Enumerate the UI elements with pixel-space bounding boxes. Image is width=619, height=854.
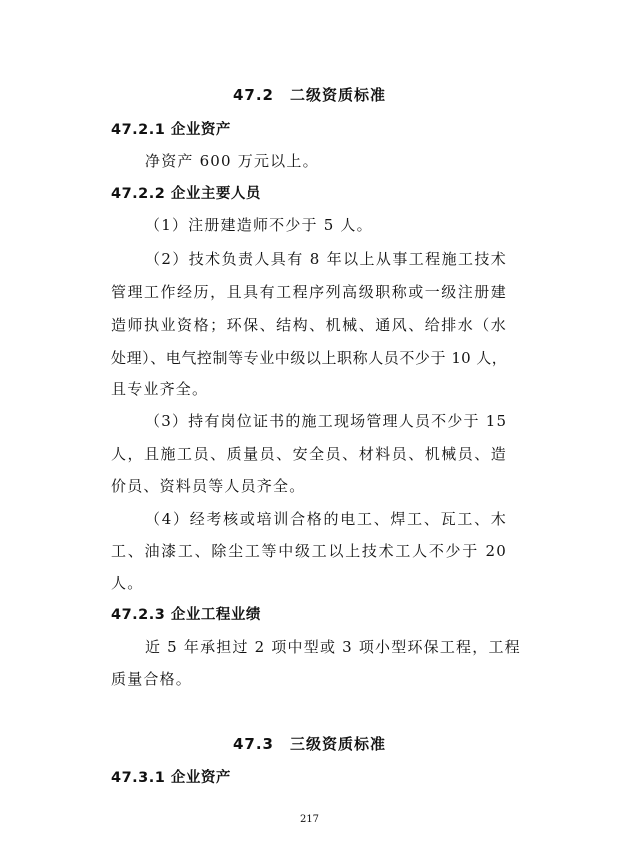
paragraph-line: 造师执业资格；环保、结构、机械、通风、给排水（水 bbox=[111, 316, 507, 334]
paragraph-line: 工、油漆工、除尘工等中级工以上技术工人不少于 20 bbox=[111, 542, 507, 560]
subsection-title-47-2-2: 47.2.2 企业主要人员 bbox=[111, 186, 261, 202]
paragraph-line: 质量合格。 bbox=[111, 670, 193, 688]
paragraph-line: 价员、资料员等人员齐全。 bbox=[111, 477, 306, 495]
paragraph-line: （1）注册建造师不少于 5 人。 bbox=[145, 216, 373, 234]
paragraph-line: 处理）、电气控制等专业中级以上职称人员不少于 10 人， bbox=[111, 349, 507, 367]
paragraph-line: （2）技术负责人具有 8 年以上从事工程施工技术 bbox=[145, 250, 507, 268]
paragraph-line: 近 5 年承担过 2 项中型或 3 项小型环保工程，工程 bbox=[145, 638, 521, 656]
subsection-title-47-3-1: 47.3.1 企业资产 bbox=[111, 770, 231, 786]
page-number: 217 bbox=[299, 814, 320, 825]
paragraph-line: （3）持有岗位证书的施工现场管理人员不少于 15 bbox=[145, 412, 508, 430]
section-title-47-2: 47.2 二级资质标准 bbox=[232, 86, 386, 104]
subsection-title-47-2-1: 47.2.1 企业资产 bbox=[111, 122, 231, 138]
paragraph-line: 净资产 600 万元以上。 bbox=[145, 152, 319, 170]
paragraph-line: 人。 bbox=[111, 574, 144, 592]
subsection-title-47-2-3: 47.2.3 企业工程业绩 bbox=[111, 607, 261, 623]
paragraph-line: 人，且施工员、质量员、安全员、材料员、机械员、造 bbox=[111, 445, 507, 463]
paragraph-line: 管理工作经历，且具有工程序列高级职称或一级注册建 bbox=[111, 283, 507, 301]
paragraph-line: 且专业齐全。 bbox=[111, 380, 209, 398]
paragraph-line: （4）经考核或培训合格的电工、焊工、瓦工、木 bbox=[145, 510, 507, 528]
section-title-47-3: 47.3 三级资质标准 bbox=[232, 735, 386, 753]
